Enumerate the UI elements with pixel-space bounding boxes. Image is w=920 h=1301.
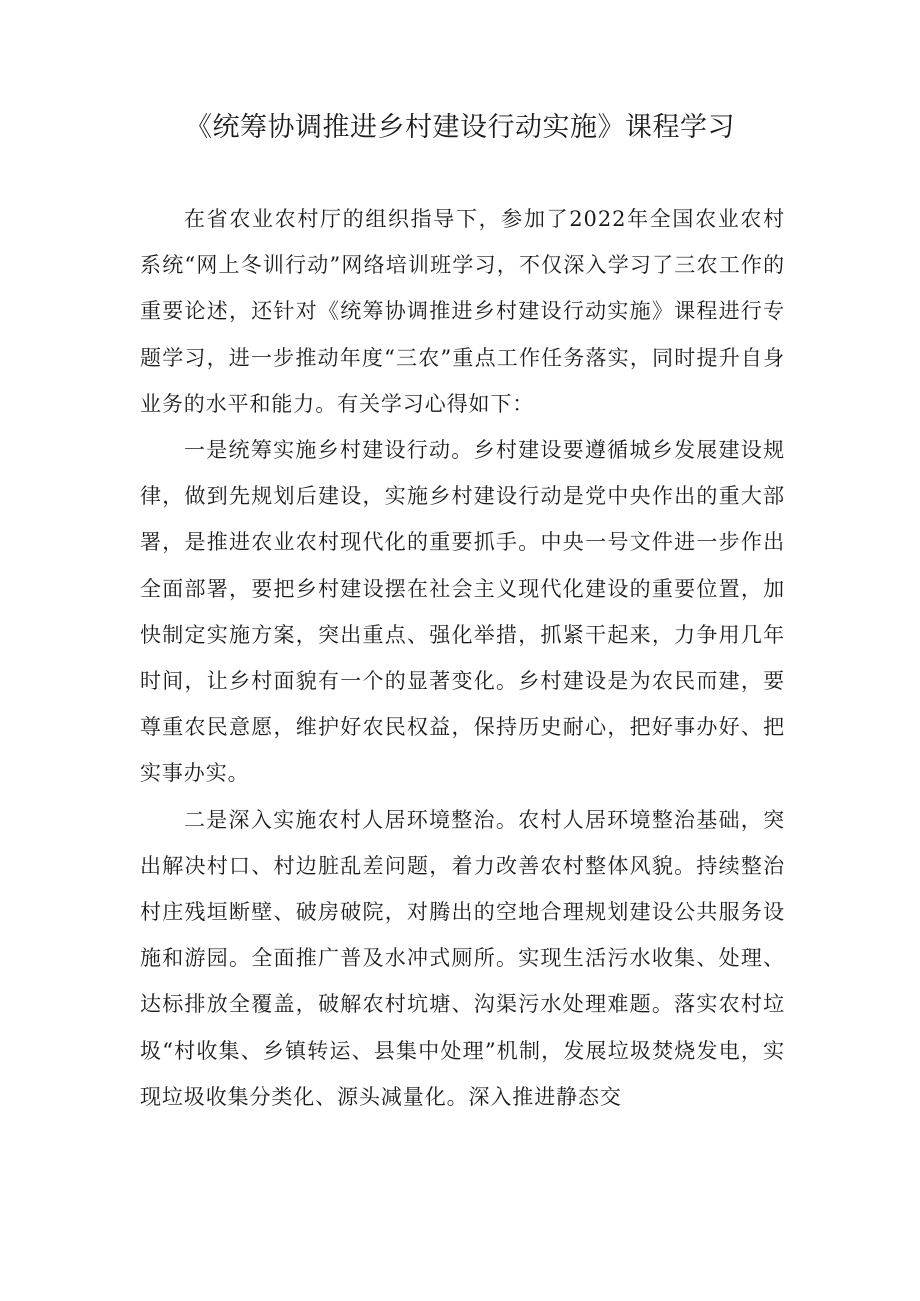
document-body xyxy=(140,196,785,1120)
document-title: 《统筹协调推进乡村建设行动实施》课程学习 xyxy=(185,112,735,143)
paragraph-point-two: 二是深入实施农村人居环境整治。农村人居环境整治基础，突出解决村口、村边脏乱差问题，着力改善农村整体风貌。持续整治村庄残垣断壁、破房破院，对腾出的空地合理规划建设公共服务设施和游园。全面推广普及水冲式厕所。实现生活污水收集、处理、达标排放全覆盖，破解农村坑塘、沟渠污水处理难题。落实农村垃圾“村收集、乡镇转运、县集中处理”机制，发展垃圾焚烧发电，实现垃圾收集分类化、源头减量化。深入推进静态交 xyxy=(140,807,785,1109)
paragraph-point-one: 一是统筹实施乡村建设行动。乡村建设要遵循城乡发展建设规律，做到先规划后建设，实施乡村建设行动是党中央作出的重大部署，是推进农业农村现代化的重要抓手。中央一号文件进一步作出全面部署，要把乡村建设摆在社会主义现代化建设的重要位置，加快制定实施方案，突出重点、强化举措，抓紧干起来，力争用几年时间，让乡村面貌有一个的显著变化。乡村建设是为农民而建，要尊重农民意愿，维护好农民权益，保持历史耐心，把好事办好、把实事办实。 xyxy=(140,438,785,786)
paragraph-intro: 在省农业农村厅的组织指导下，参加了2022年全国农业农村系统“网上冬训行动”网络培训班学习，不仅深入学习了三农工作的重要论述，还针对《统筹协调推进乡村建设行动实施》课程进行专题学习，进一步推动年度“三农”重点工作任务落实，同时提升自身业务的水平和能力。有关学习心得如下： xyxy=(140,207,785,416)
